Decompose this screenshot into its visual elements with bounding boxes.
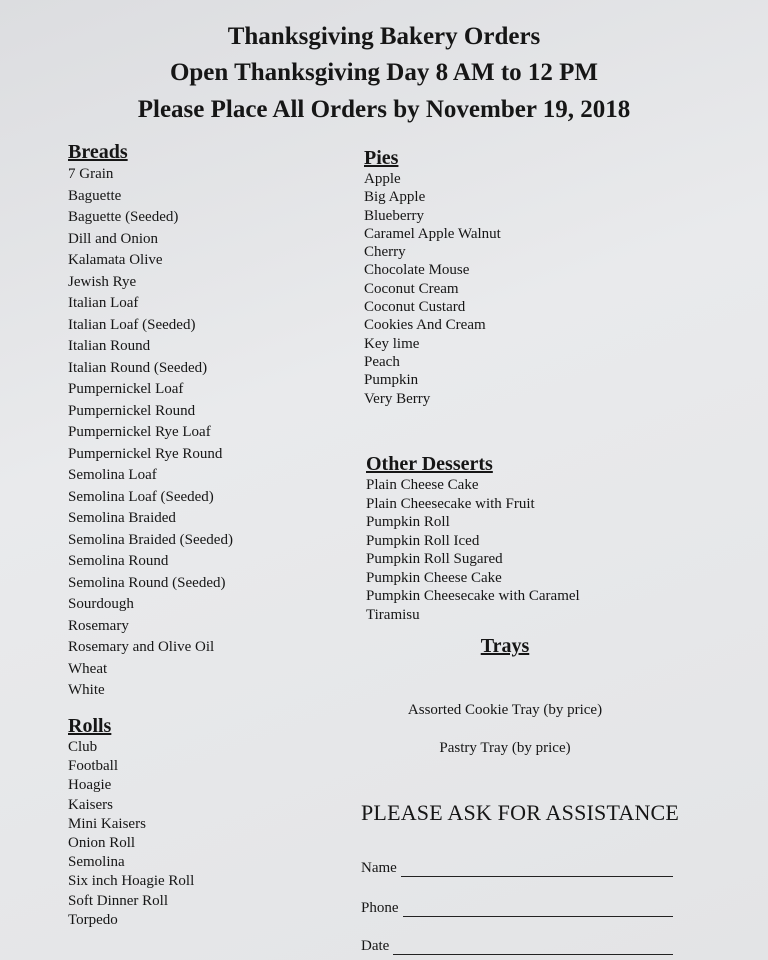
assistance-notice: PLEASE ASK FOR ASSISTANCE xyxy=(361,800,680,825)
list-item: Pumpkin xyxy=(364,372,419,389)
desserts-list xyxy=(366,476,580,624)
phone-line[interactable] xyxy=(403,902,673,917)
list-item: Very Berry xyxy=(364,390,431,407)
list-item: Sourdough xyxy=(68,596,134,612)
trays-section xyxy=(360,634,650,758)
list-item: Italian Round (Seeded) xyxy=(68,359,208,376)
phone-label: Phone xyxy=(361,900,399,916)
section-title-pies: Pies xyxy=(364,147,399,169)
phone-field[interactable] xyxy=(361,900,673,917)
list-item: Italian Round xyxy=(68,338,151,354)
desserts-section xyxy=(366,452,580,624)
section-title-trays: Trays xyxy=(480,635,530,657)
list-item: Baguette xyxy=(68,187,122,204)
list-item: Six inch Hoagie Roll xyxy=(68,873,195,890)
breads-list xyxy=(68,164,233,702)
list-item: Baguette (Seeded) xyxy=(68,209,179,225)
list-item: Blueberry xyxy=(364,207,424,224)
list-item: Pumpkin Cheese Cake xyxy=(366,569,502,586)
list-item: Chocolate Mouse xyxy=(364,262,470,279)
name-label: Name xyxy=(361,860,397,876)
list-item: Key lime xyxy=(364,335,420,352)
list-item: Pumpernickel Round xyxy=(68,402,196,419)
pies-section xyxy=(364,146,501,408)
list-item: Hoagie xyxy=(68,777,112,794)
list-item: Semolina Loaf xyxy=(68,467,157,483)
list-item: Kaisers xyxy=(68,796,113,813)
list-item: Dill and Onion xyxy=(68,230,158,247)
list-item: Football xyxy=(68,758,119,775)
list-item: Coconut Cream xyxy=(364,280,459,297)
list-item: Onion Roll xyxy=(68,835,136,852)
rolls-section xyxy=(68,714,194,930)
list-item: Cookies And Cream xyxy=(364,317,486,334)
deadline-line: Please Place All Orders by November 19, 2018 xyxy=(137,96,631,123)
list-item: Semolina Round (Seeded) xyxy=(68,574,226,591)
tray-item-cookie: Assorted Cookie Tray (by price) xyxy=(407,702,603,718)
section-title-desserts: Other Desserts xyxy=(366,453,493,475)
rolls-list xyxy=(68,738,194,930)
list-item: Pumpkin Roll Sugared xyxy=(366,551,503,567)
list-item: Cherry xyxy=(364,244,406,261)
list-item: Mini Kaisers xyxy=(68,815,146,832)
list-item: Plain Cheese Cake xyxy=(366,477,479,493)
list-item: Tiramisu xyxy=(366,606,420,623)
list-item: Pumpkin Cheesecake with Caramel xyxy=(366,588,580,604)
date-label: Date xyxy=(361,938,390,954)
list-item: Semolina Loaf (Seeded) xyxy=(68,488,214,505)
list-item: Big Apple xyxy=(364,189,426,206)
list-item: Torpedo xyxy=(68,911,118,928)
list-item: Italian Loaf xyxy=(68,295,139,311)
list-item: Semolina Braided xyxy=(68,510,176,526)
list-item: Jewish Rye xyxy=(68,273,137,290)
list-item: Italian Loaf (Seeded) xyxy=(68,316,196,333)
date-field[interactable] xyxy=(361,938,673,955)
list-item: Plain Cheesecake with Fruit xyxy=(366,495,535,512)
list-item: Kalamata Olive xyxy=(68,252,163,268)
list-item: Coconut Custard xyxy=(364,299,466,316)
list-item: Caramel Apple Walnut xyxy=(364,225,501,242)
list-item: Pumpernickel Rye Loaf xyxy=(68,424,211,440)
list-item: Wheat xyxy=(68,660,108,677)
list-item: 7 Grain xyxy=(68,166,114,182)
list-item: Pumpkin Roll xyxy=(366,514,450,530)
list-item: Rosemary and Olive Oil xyxy=(68,639,215,655)
sheet-header xyxy=(0,20,768,128)
list-item: Rosemary xyxy=(68,617,129,634)
list-item: Pumpernickel Rye Round xyxy=(68,445,223,462)
list-item: Pumpkin Roll Iced xyxy=(366,532,480,549)
hours-line: Open Thanksgiving Day 8 AM to 12 PM xyxy=(169,59,599,86)
list-item: Club xyxy=(68,739,98,755)
list-item: White xyxy=(68,682,105,698)
section-title-breads: Breads xyxy=(68,141,128,163)
pies-list xyxy=(364,170,501,408)
list-item: Semolina Braided (Seeded) xyxy=(68,531,233,548)
name-line[interactable] xyxy=(401,862,673,877)
breads-section xyxy=(68,140,233,702)
tray-item-pastry: Pastry Tray (by price) xyxy=(439,740,571,756)
section-title-rolls: Rolls xyxy=(68,715,112,737)
list-item: Pumpernickel Loaf xyxy=(68,381,184,397)
list-item: Semolina xyxy=(68,854,125,871)
list-item: Apple xyxy=(364,171,401,187)
list-item: Semolina Round xyxy=(68,553,169,569)
list-item: Peach xyxy=(364,353,400,370)
date-line[interactable] xyxy=(393,940,673,955)
list-item: Soft Dinner Roll xyxy=(68,892,168,909)
sheet-title: Thanksgiving Bakery Orders xyxy=(227,23,541,50)
name-field[interactable] xyxy=(361,860,673,877)
